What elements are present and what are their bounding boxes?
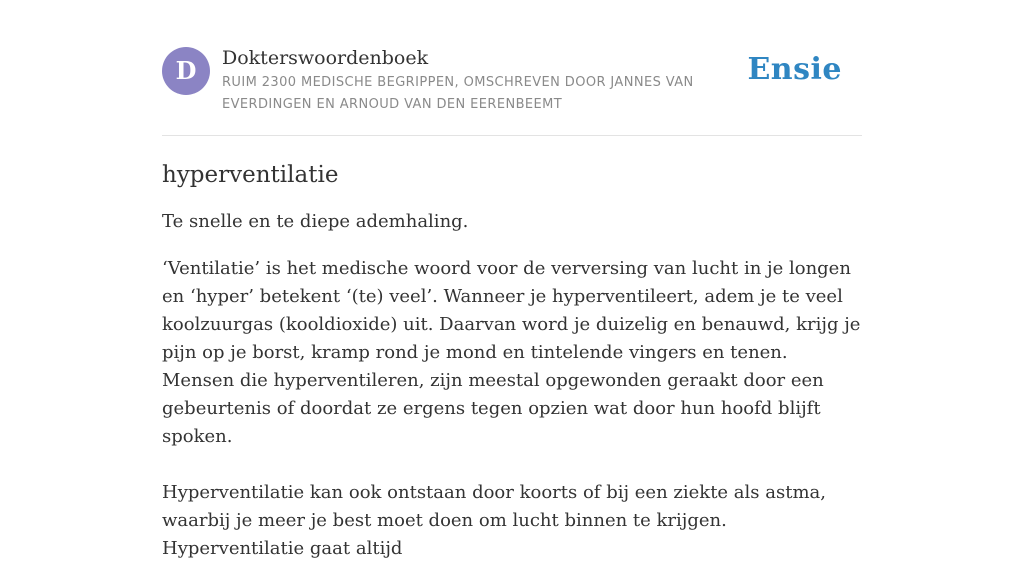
content-column — [162, 0, 862, 563]
entry-definition: Te snelle en te diepe ademhaling. — [162, 211, 469, 232]
entry-paragraph-2: Hyperventilatie kan ook ontstaan door koorts of bij een ziekte als astma, waarbij je meer je best moet doen om lucht binnen te krijgen. Hyperventilatie gaat altijd — [162, 482, 826, 559]
source-title[interactable]: Dokterswoordenboek — [222, 47, 429, 69]
ensie-logo[interactable]: Ensie — [747, 52, 842, 87]
entry-term: hyperventilatie — [162, 162, 339, 188]
source-header — [162, 0, 862, 136]
source-subtitle: RUIM 2300 MEDISCHE BEGRIPPEN, OMSCHREVEN DOOR JANNES VAN EVERDINGEN EN ARNOUD VAN DEN EERENBEEMT — [222, 75, 694, 112]
entry-paragraph-1: ‘Ventilatie’ is het medische woord voor de verversing van lucht in je longen en ‘hyper’ betekent ‘(te) veel’. Wanneer je hyperventileert, adem je te veel koolzuurgas (kooldioxide) uit. Daarvan word je duizelig en benauwd, krijg je pijn op je borst, kramp rond je mond en tintelende vingers en tenen. Mensen die hyperventileren, zijn meestal opgewonden geraakt door een gebeurtenis of doordat ze ergens tegen opzien wat door hun hoofd blijft spoken. — [162, 258, 861, 447]
source-avatar[interactable]: D — [162, 47, 210, 95]
